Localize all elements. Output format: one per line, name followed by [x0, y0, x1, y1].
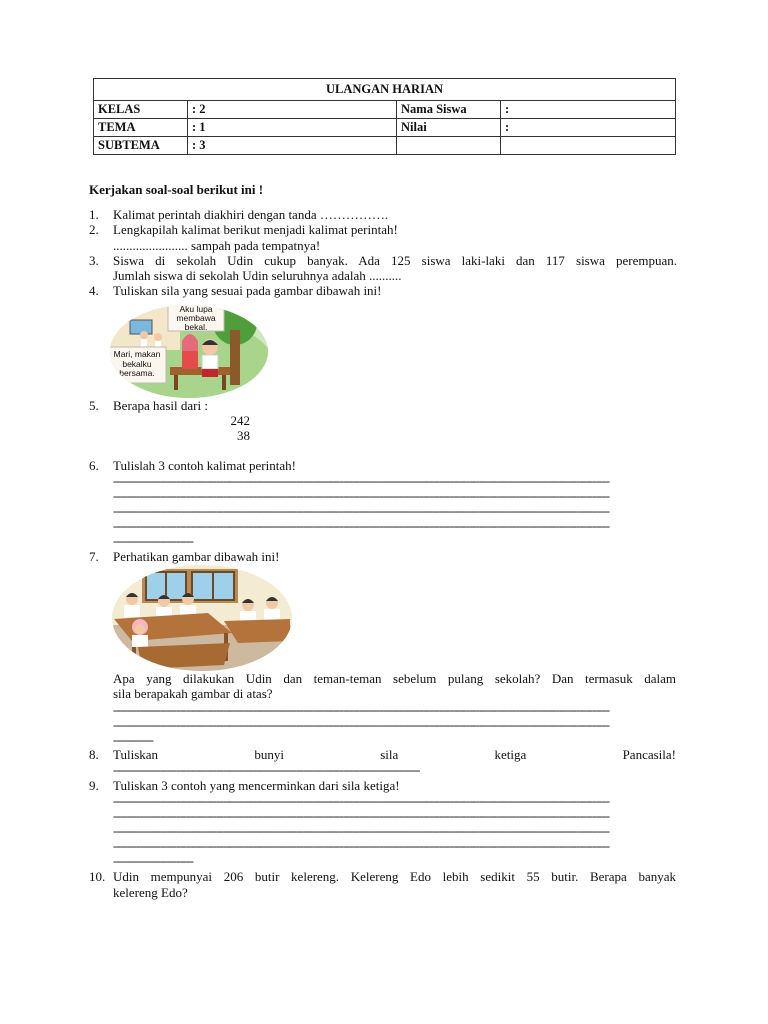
speech-bubble-1: Aku lupa membawa bekal.: [176, 305, 216, 332]
header-row-tema: TEMA : 1 Nilai :: [94, 119, 676, 137]
student-name-field[interactable]: :: [501, 101, 676, 119]
worksheet-title: ULANGAN HARIAN: [94, 79, 676, 101]
worksheet-page: ULANGAN HARIAN KELAS : 2 Nama Siswa : TEMA : 1 Nilai : SUBTEMA : 3 Kerjakan soal-soal berikut ini ! 1. Kalimat perintah diakhiri dengan tanda ……………. 2. Lengkapilah kalimat berikut menjadi kalimat perintah! ....................... sampah pada tempatnya! 3. Siswa di sekolah Udin cukup banyak. Ada 125 siswa laki-laki dan 117 siswa perempuan. Jumlah siswa di sekolah Udin seluruhnya adalah .......... 4. Tuliskan sila yang sesuai pada gambar dibawah ini! Aku lupa membawa bekal. Mari, makan bekalku bersama. 5. Berapa hasil dari : 242 38 6. Tulislah 3 contoh kalimat perintah! ----------------------------------------------------------------------------------------------------------------------------------------------------- ----------------------------------------------------------------------------------------------------------------------------------------------------- ----------------------------------------------------------------------------------------------------------------------------------------------------- ----------------------------------------------------------------------------------------------------------------------------------------------------- ------------------------ 7. Perhatikan gambar dibawah ini! Apa yang dilakukan Udin dan teman-teman sebelum pulang sekolah? Dan termasuk dalam sila berapakah gambar di atas? ----------------------------------------------------------------------------------------------------------------------------------------------------- ----------------------------------------------------------------------------------------------------------------------------------------------------- ------------ 8. Tuliskan bunyi sila ketiga Pancasila! -------------------------------------------------------------------------------------------- 9. Tuliskan 3 contoh yang mencerminkan dari sila ketiga! ----------------------------------------------------------------------------------------------------------------------------------------------------- ----------------------------------------------------------------------------------------------------------------------------------------------------- ----------------------------------------------------------------------------------------------------------------------------------------------------- ----------------------------------------------------------------------------------------------------------------------------------------------------- ------------------------ 10. Udin mempunyai 206 butir kelereng. Kelereng Edo lebih sedikit 55 butir. Berapa banyak kelereng Edo?: [0, 0, 768, 1024]
answer-line[interactable]: -----------------------------------------------------------------------------------------------------------------------------------------------------: [113, 838, 610, 853]
answer-line[interactable]: -----------------------------------------------------------------------------------------------------------------------------------------------------: [113, 808, 610, 823]
header-row-subtema: SUBTEMA : 3: [94, 137, 676, 155]
instruction-text: Kerjakan soal-soal berikut ini !: [89, 182, 264, 197]
answer-line[interactable]: -----------------------------------------------------------------------------------------------------------------------------------------------------: [113, 518, 610, 533]
answer-line[interactable]: -----------------------------------------------------------------------------------------------------------------------------------------------------: [113, 488, 610, 503]
addend-2: 38: [237, 428, 250, 443]
answer-line[interactable]: -----------------------------------------------------------------------------------------------------------------------------------------------------: [113, 717, 610, 732]
answer-line[interactable]: ------------------------: [113, 853, 193, 868]
answer-line[interactable]: ------------------------: [113, 533, 193, 548]
score-field[interactable]: :: [501, 119, 676, 137]
classroom-scene: [112, 565, 292, 671]
answer-line[interactable]: -----------------------------------------------------------------------------------------------------------------------------------------------------: [113, 823, 610, 838]
answer-line[interactable]: -----------------------------------------------------------------------------------------------------------------------------------------------------: [113, 702, 610, 717]
speech-bubble-2: Mari, makan bekalku bersama.: [113, 349, 161, 378]
header-row-kelas: KELAS : 2 Nama Siswa :: [94, 101, 676, 119]
answer-line[interactable]: --------------------------------------------------------------------------------------------: [113, 762, 420, 777]
sharing-lunch-illustration: [110, 305, 268, 398]
answer-line[interactable]: -----------------------------------------------------------------------------------------------------------------------------------------------------: [113, 793, 610, 808]
answer-line[interactable]: ------------: [113, 732, 153, 747]
header-table: [93, 78, 676, 155]
addend-1: 242: [230, 413, 250, 428]
answer-line[interactable]: -----------------------------------------------------------------------------------------------------------------------------------------------------: [113, 473, 610, 488]
classroom-prayer-illustration: [112, 565, 292, 671]
answer-line[interactable]: -----------------------------------------------------------------------------------------------------------------------------------------------------: [113, 503, 610, 518]
